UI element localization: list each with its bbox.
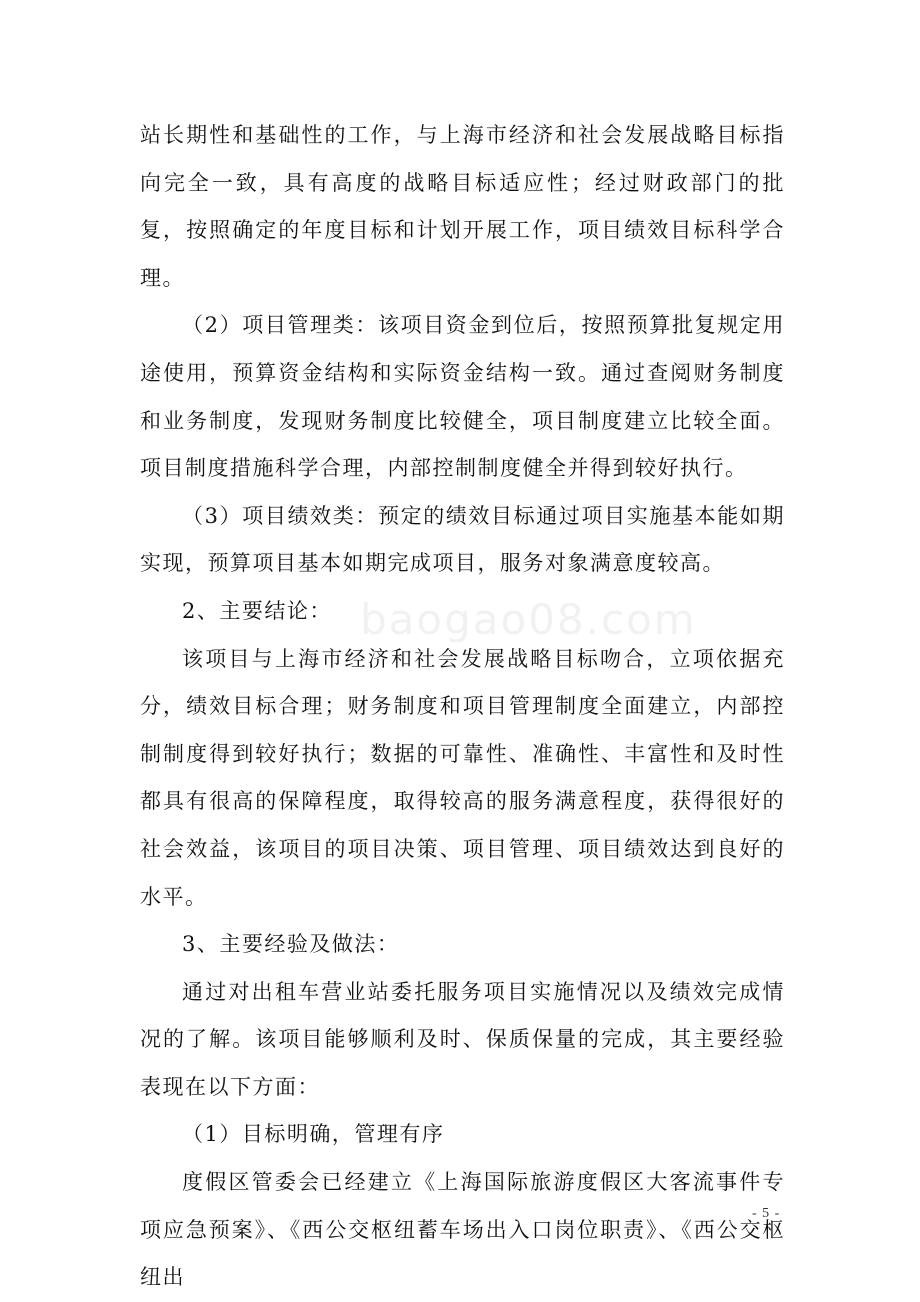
paragraph-management-committee: 度假区管委会已经建立《上海国际旅游度假区大客流事件专项应急预案》、《西公交枢纽蓄车场出入口岗位职责》、《西公交枢纽出	[140, 1170, 785, 1290]
document-body	[140, 112, 785, 1302]
watermark-text: baogao08.com	[360, 595, 697, 644]
paragraph-main-experience: 通过对出租车营业站委托服务项目实施情况以及绩效完成情况的了解。该项目能够顺利及时、保质保量的完成，其主要经验表现在以下方面：	[140, 979, 785, 1099]
page-number: - 5 -	[752, 1206, 781, 1221]
section-heading-main-experience: 3、主要经验及做法：	[182, 932, 400, 957]
paragraph-project-management: （2）项目管理类：该项目资金到位后，按照预算批复规定用途使用，预算资金结构和实际资金结构一致。通过查阅财务制度和业务制度，发现财务制度比较健全，项目制度建立比较全面。项目制度措施科学合理，内部控制制度健全并得到较好执行。	[140, 313, 785, 481]
paragraph-main-conclusion: 该项目与上海市经济和社会发展战略目标吻合，立项依据充分，绩效目标合理；财务制度和项目管理制度全面建立，内部控制制度得到较好执行；数据的可靠性、准确性、丰富性和及时性都具有很高的保障程度，取得较高的服务满意程度，获得很好的社会效益，该项目的项目决策、项目管理、项目绩效达到良好的水平。	[140, 646, 785, 909]
paragraph-continuation: 站长期性和基础性的工作，与上海市经济和社会发展战略目标指向完全一致，具有高度的战略目标适应性；经过财政部门的批复，按照确定的年度目标和计划开展工作，项目绩效目标科学合理。	[140, 123, 785, 290]
subheading-clear-goals: （1）目标明确，管理有序	[182, 1122, 445, 1147]
paragraph-project-performance: （3）项目绩效类：预定的绩效目标通过项目实施基本能如期实现，预算项目基本如期完成项目，服务对象满意度较高。	[140, 503, 785, 576]
section-heading-main-conclusion: 2、主要结论：	[182, 598, 332, 623]
